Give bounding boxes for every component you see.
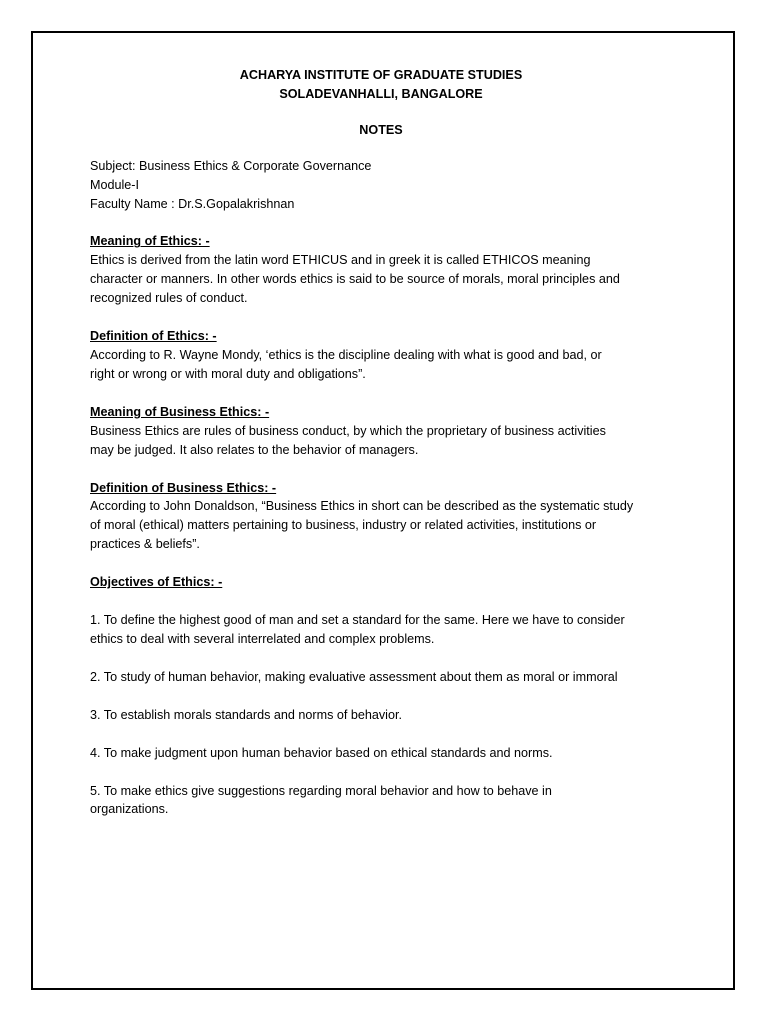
institute-location: SOLADEVANHALLI, BANGALORE: [279, 86, 483, 101]
faculty-line: Faculty Name : Dr.S.Gopalakrishnan: [90, 196, 295, 211]
section-heading: Meaning of Ethics: -: [90, 234, 210, 249]
section-heading: Meaning of Business Ethics: -: [90, 404, 270, 419]
list-item: [90, 706, 690, 725]
section-heading: Definition of Business Ethics: -: [90, 480, 277, 495]
section-meaning-ethics: [90, 232, 690, 308]
section-meaning-business-ethics: [90, 403, 690, 460]
list-item: [90, 782, 690, 820]
list-item: [90, 744, 690, 763]
section-heading: Definition of Ethics: -: [90, 329, 217, 344]
section-objectives: [90, 573, 690, 819]
paragraph-line: recognized rules of conduct.: [90, 291, 248, 306]
paragraph-line: right or wrong or with moral duty and obligations”.: [90, 366, 366, 381]
institute-name: ACHARYA INSTITUTE OF GRADUATE STUDIES: [239, 68, 523, 82]
document-header: [87, 66, 687, 140]
section-definition-business-ethics: [90, 479, 690, 555]
list-item-line: ethics to deal with several interrelated and complex problems.: [90, 631, 435, 646]
list-item-line: 4. To make judgment upon human behavior based on ethical standards and norms.: [90, 745, 553, 760]
paragraph-line: According to John Donaldson, “Business Ethics in short can be described as the systematic study: [90, 499, 634, 514]
list-item-line: organizations.: [90, 802, 169, 817]
list-item-line: 5. To make ethics give suggestions regarding moral behavior and how to behave in: [90, 783, 552, 798]
document-body: [90, 66, 690, 819]
list-item-line: 3. To establish morals standards and norms of behavior.: [90, 707, 402, 722]
subject-line: Subject: Business Ethics & Corporate Governance: [90, 158, 372, 173]
list-item: [90, 668, 690, 687]
list-item: [90, 611, 690, 649]
paragraph-line: Business Ethics are rules of business conduct, by which the proprietary of business activities: [90, 423, 606, 438]
paragraph-line: Ethics is derived from the latin word ETHICUS and in greek it is called ETHICOS meaning: [90, 253, 591, 268]
document-meta: [90, 157, 690, 214]
paragraph-line: may be judged. It also relates to the behavior of managers.: [90, 442, 419, 457]
notes-title: NOTES: [359, 122, 403, 137]
list-item-line: 2. To study of human behavior, making evaluative assessment about them as moral or immoral: [90, 669, 618, 684]
paragraph-line: According to R. Wayne Mondy, ‘ethics is the discipline dealing with what is good and bad, or: [90, 347, 602, 362]
section-definition-ethics: [90, 327, 690, 384]
paragraph-line: practices & beliefs”.: [90, 537, 200, 552]
paragraph-line: character or manners. In other words ethics is said to be source of morals, moral principles and: [90, 272, 620, 287]
paragraph-line: of moral (ethical) matters pertaining to business, industry or related activities, institutions or: [90, 518, 597, 533]
list-item-line: 1. To define the highest good of man and set a standard for the same. Here we have to consider: [90, 613, 625, 628]
module-line: Module-I: [90, 177, 139, 192]
section-heading: Objectives of Ethics: -: [90, 575, 223, 590]
